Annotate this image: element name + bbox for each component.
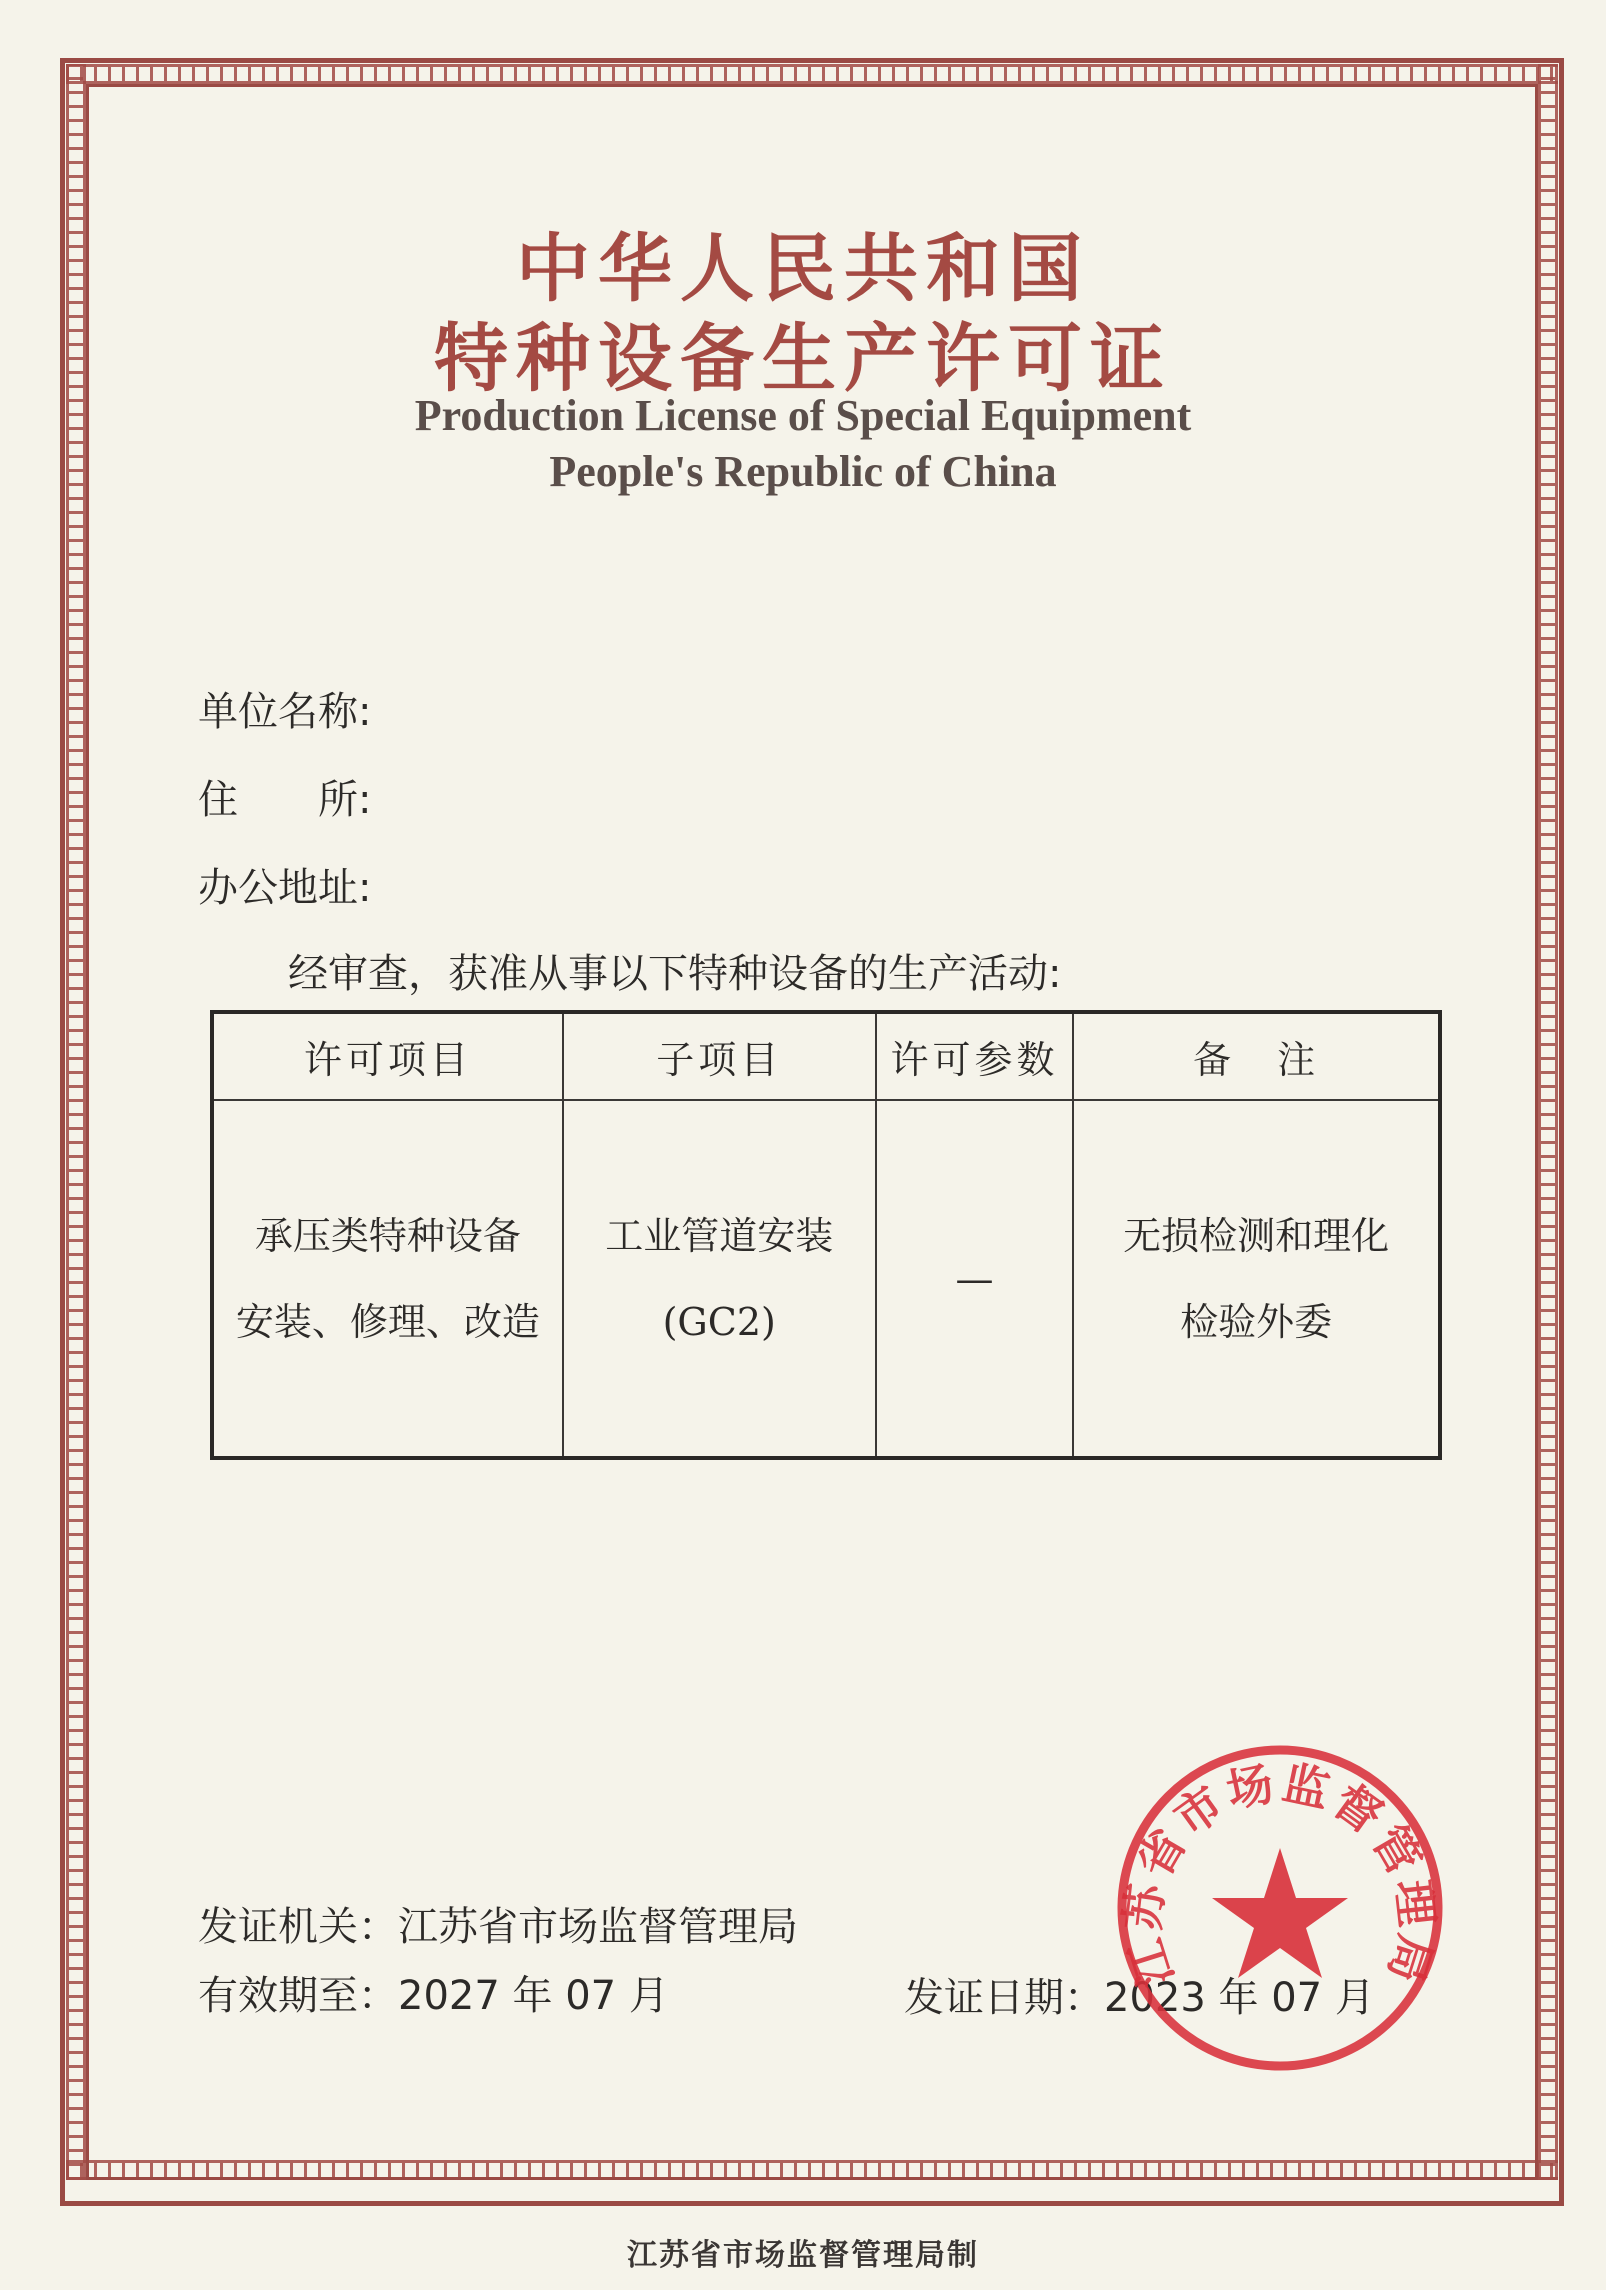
fret-border-top: [66, 64, 1558, 84]
permit-item-line1: 承压类特种设备: [254, 1213, 521, 1258]
table-row: [212, 1100, 1440, 1458]
cell-permit-parameter: —: [876, 1100, 1074, 1458]
intro-text: 经审查，获准从事以下特种设备的生产活动:: [288, 951, 1062, 997]
sub-item-line2: (GC2): [662, 1299, 776, 1344]
title-cn-line1: 中华人民共和国: [516, 226, 1090, 312]
remark-line1: 无损检测和理化: [1123, 1213, 1390, 1258]
issue-date: 发证日期：2023 年 07 月: [904, 1975, 1375, 2021]
office-address-label: 办公地址:: [198, 865, 372, 911]
sub-item-line1: 工业管道安装: [605, 1213, 834, 1258]
permit-table-header-row: [212, 1012, 1440, 1100]
cell-remark: [1073, 1100, 1440, 1458]
title-en-line2: People's Republic of China: [549, 447, 1057, 496]
cell-sub-item: [563, 1100, 876, 1458]
valid-until: 有效期至：2027 年 07 月: [198, 1973, 669, 2019]
official-seal-stamp: [1110, 1738, 1450, 2078]
seal-star-icon: [1212, 1848, 1348, 1978]
permit-table: [210, 1010, 1442, 1460]
header-remark: 备 注: [1073, 1012, 1440, 1100]
address-label: 住 所:: [198, 777, 372, 823]
header-sub-item: 子项目: [563, 1012, 876, 1100]
remark-line2: 检验外委: [1180, 1299, 1333, 1344]
issuing-authority: 发证机关：江苏省市场监督管理局: [198, 1904, 798, 1950]
header-permit-item: 许可项目: [212, 1012, 563, 1100]
title-cn-line2: 特种设备生产许可证: [434, 316, 1172, 402]
seal-text: 江苏省市场监督管理局: [1115, 1755, 1445, 1993]
footer-issuer: 江苏省市场监督管理局制: [627, 2238, 979, 2273]
cell-permit-item: [212, 1100, 563, 1458]
permit-item-line2: 安装、修理、改造: [235, 1299, 540, 1344]
header-permit-parameter: 许可参数: [876, 1012, 1074, 1100]
title-en-line1: Production License of Special Equipment: [414, 391, 1192, 440]
unit-name-label: 单位名称:: [198, 689, 372, 735]
